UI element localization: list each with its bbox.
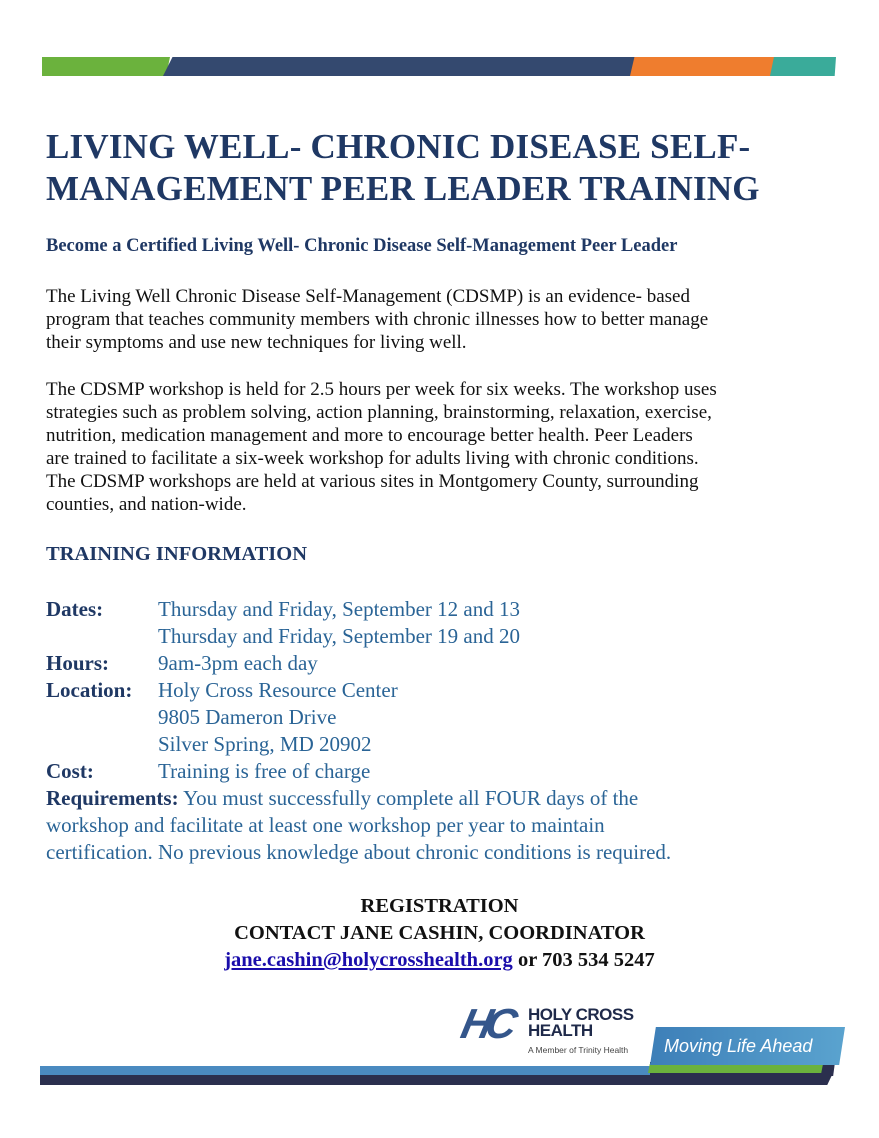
stripe-navy — [163, 57, 638, 76]
dates-value: Thursday and Friday, September 12 and 13 — [158, 597, 520, 621]
tagline-text: Moving Life Ahead — [664, 1036, 813, 1056]
phone-number: 703 534 5247 — [542, 949, 655, 971]
text-line: strategies such as problem solving, action planning, brainstorming, relaxation, exercise, — [46, 402, 712, 423]
location-value: 9805 Dameron Drive — [158, 705, 337, 729]
text-line: their symptoms and use new techniques for living well. — [46, 332, 467, 353]
stripe-orange — [630, 57, 778, 76]
hours-label: Hours: — [46, 651, 109, 675]
intro-paragraph — [46, 285, 708, 354]
hc-logo-mark: HC — [457, 1000, 516, 1047]
stripe-teal — [770, 57, 836, 76]
cost-label: Cost: — [46, 759, 94, 783]
logo-member-text: A Member of Trinity Health — [528, 1045, 629, 1055]
hours-value: 9am-3pm each day — [158, 651, 318, 675]
text-line: counties, and nation-wide. — [46, 494, 247, 515]
stripe-green — [42, 57, 170, 76]
subtitle: Become a Certified Living Well- Chronic Disease Self-Management Peer Leader — [46, 236, 678, 256]
dates-value: Thursday and Friday, September 19 and 20 — [158, 624, 520, 648]
registration-contact: CONTACT JANE CASHIN, COORDINATOR — [234, 922, 645, 944]
text-line: nutrition, medication management and more to encourage better health. Peer Leaders — [46, 425, 693, 446]
text-line: are trained to facilitate a six-week workshop for adults living with chronic conditions. — [46, 448, 699, 469]
cost-value: Training is free of charge — [158, 759, 371, 783]
location-value: Holy Cross Resource Center — [158, 678, 398, 702]
bottom-bar-lightblue — [40, 1066, 660, 1075]
registration-heading: REGISTRATION — [360, 895, 519, 917]
training-info — [46, 596, 671, 866]
text-line: The CDSMP workshops are held at various sites in Montgomery County, surrounding — [46, 471, 699, 492]
training-heading: TRAINING INFORMATION — [46, 543, 308, 565]
workshop-paragraph — [46, 378, 717, 516]
logo-name-line: HEALTH — [528, 1021, 593, 1040]
bottom-bar-green — [648, 1064, 823, 1073]
title-line: MANAGEMENT PEER LEADER TRAINING — [46, 169, 760, 208]
requirements-label: Requirements: — [46, 786, 179, 810]
text-line: The CDSMP workshop is held for 2.5 hours per week for six weeks. The workshop uses — [46, 379, 717, 400]
page-title — [46, 126, 760, 210]
requirements-value: You must successfully complete all FOUR days of the — [183, 786, 639, 810]
bottom-bar-navy — [40, 1075, 832, 1085]
text-line: program that teaches community members with chronic illnesses how to better manage — [46, 309, 709, 330]
registration — [0, 893, 879, 974]
location-value: Silver Spring, MD 20902 — [158, 732, 372, 756]
or-text: or — [517, 949, 537, 971]
location-label: Location: — [46, 678, 133, 702]
logo-name-line: HOLY CROSS — [528, 1005, 634, 1024]
text-line: The Living Well Chronic Disease Self-Management (CDSMP) is an evidence- based — [46, 286, 690, 307]
dates-label: Dates: — [46, 597, 104, 621]
email-link[interactable]: jane.cashin@holycrosshealth.org — [224, 949, 513, 971]
requirements-value: workshop and facilitate at least one workshop per year to maintain — [46, 813, 605, 837]
title-line: LIVING WELL- CHRONIC DISEASE SELF- — [46, 127, 751, 166]
requirements-value: certification. No previous knowledge about chronic conditions is required. — [46, 840, 672, 864]
